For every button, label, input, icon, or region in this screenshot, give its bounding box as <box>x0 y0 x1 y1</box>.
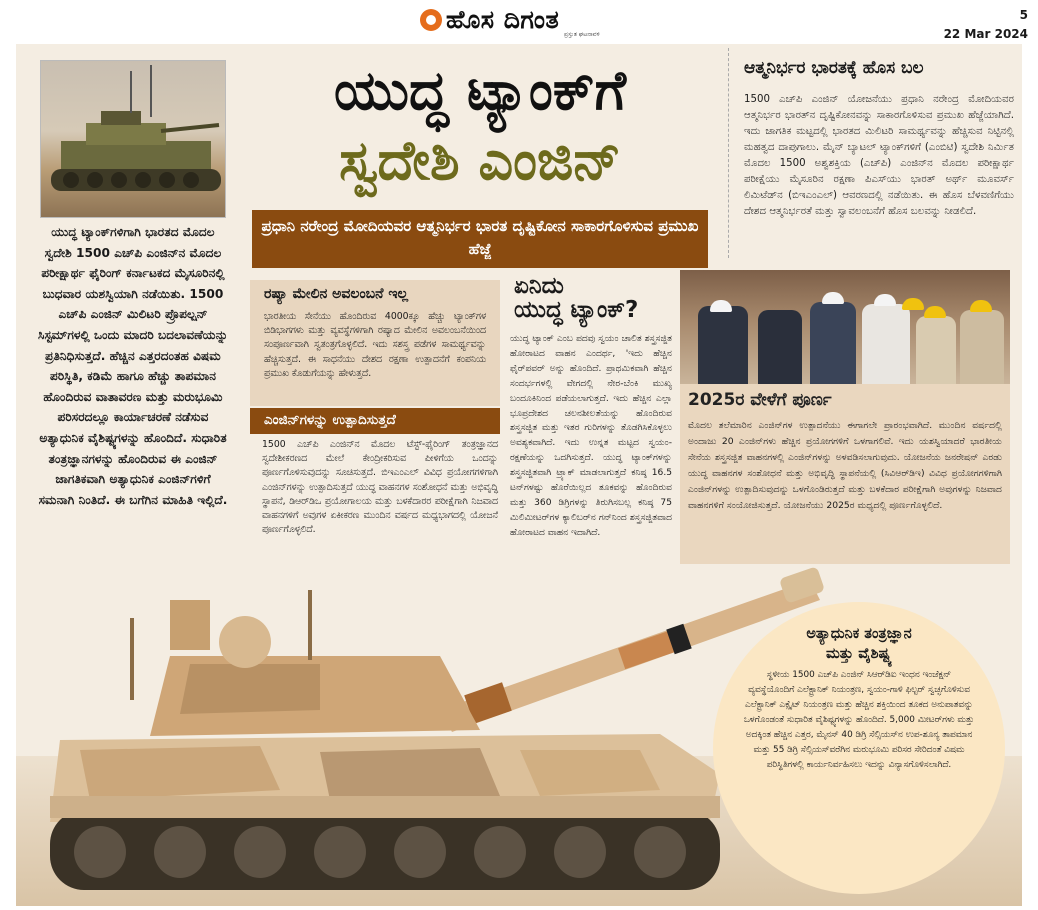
person-figure <box>916 316 956 384</box>
what-is-tank-heading-line-1: ಏನಿದು <box>514 273 564 299</box>
newspaper-tagline: ಪ್ರಸ್ತುತ ಘಟನಾವಳಿ <box>564 31 600 38</box>
person-figure <box>960 310 1004 384</box>
russia-dependence-box <box>250 280 500 406</box>
technology-features-heading-line-2: ಮತ್ತು ವೈಶಿಷ್ಟ್ಯ <box>825 646 893 662</box>
person-figure <box>810 302 856 384</box>
headline-line-2: ಸ್ವದೇಶಿ ಎಂಜಿನ್ <box>339 129 621 192</box>
russia-dependence-heading: ರಷ್ಯಾ ಮೇಲಿನ ಅವಲಂಬನೆ ಇಲ್ಲ <box>264 286 409 302</box>
helmet-icon <box>874 294 896 306</box>
technology-features-body: ಸ್ಥಳೀಯ 1500 ಎಚ್‌ಪಿ ಎಂಜಿನ್ ಸಿಆರ್‌ಡಿಐ ಇಂಧನ ಇಂಜೆಕ್ಷನ್ ವ್ಯವಸ್ಥೆಯೊಂದಿಗೆ ಎಲೆಕ್ಟ್ರಾನಿಕ್ ನಿಯಂತ್ರಣ, ಸ್ವಯಂ-ಗಾಳಿ ಫಿಲ್ಟರ್ ಸ್ವಚ್ಛಗೊಳಿಸುವ ಎಲೆಕ್ಟ್ರಾನಿಕ್ ಎಕ್ಸೈಟ್ ನಿಯಂತ್ರಣ ಮತ್ತು ಹೆಚ್ಚಿನ ಶಕ್ತಿಯಿಂದ ತೂಕದ ಅನುಪಾತವನ್ನು ಒಳಗೊಂಡಂತೆ ಸುಧಾರಿತ ವೈಶಿಷ್ಟ್ಯಗಳನ್ನು ಹೊಂದಿದೆ. 5,000 ಮೀಟರ್‌ಗಳು ಮತ್ತು ಅದಕ್ಕಿಂತ ಹೆಚ್ಚಿನ ಎತ್ತರ, ಮೈನಸ್ 40 ಡಿಗ್ರಿ ಸೆಲ್ಸಿಯಸ್‌ನ ಉಪ-ಶೂನ್ಯ ತಾಪಮಾನ ಮತ್ತು 55 ಡಿಗ್ರಿ ಸೆಲ್ಸಿಯಸ್‌ವರೆಗಿನ ಮರುಭೂಮಿ ಪರಿಸರ ಸೇರಿದಂತೆ ವಿಷಮ ಪರಿಸ್ಥಿತಿಗಳಲ್ಲಿ ಕಾರ್ಯನಿರ್ವಹಿಸಲು ಇದನ್ನು ವಿನ್ಯಾಸಗೊಳಿಸಲಾಗಿದೆ. <box>743 670 975 770</box>
headline-deck: ಪ್ರಧಾನಿ ನರೇಂದ್ರ ಮೋದಿಯವರ ಆತ್ಮನಿರ್ಭರ ಭಾರತ ದೃಷ್ಟಿಕೋನ ಸಾಕಾರಗೊಳಿಸುವ ಪ್ರಮುಖ ಹೆಜ್ಜೆ <box>252 210 708 268</box>
helmet-icon <box>902 298 924 310</box>
helmet-icon <box>924 306 946 318</box>
page-number: 5 <box>1019 8 1028 22</box>
column-divider <box>728 48 729 258</box>
helmet-icon <box>970 300 992 312</box>
technology-features-heading-line-1: ಅತ್ಯಾಧುನಿಕ ತಂತ್ರಜ್ಞಾನ <box>806 626 912 642</box>
what-is-tank-heading <box>514 274 678 322</box>
aatmanirbhar-heading: ಆತ್ಮನಿರ್ಭರ ಭಾರತಕ್ಕೆ ಹೊಸ ಬಲ <box>744 58 924 78</box>
technology-features-circle <box>713 602 1005 894</box>
logo-icon <box>420 9 442 31</box>
what-is-tank-heading-line-2: ಯುದ್ಧ ಟ್ಯಾಂಕ್? <box>514 297 639 323</box>
aatmanirbhar-body: 1500 ಎಚ್‌ಪಿ ಎಂಜಿನ್ ಯೋಜನೆಯು ಪ್ರಧಾನಿ ನರೇಂದ್ರ ಮೋದಿಯವರ ಆತ್ಮನಿರ್ಭರ ಭಾರತ್‌ನ ದೃಷ್ಟಿಕೋನವನ್ನು ಸಾಕಾರಗೊಳಿಸುವ ಪ್ರಮುಖ ಹೆಜ್ಜೆಯಾಗಿದೆ. ಇದು ಜಾಗತಿಕ ಮಟ್ಟದಲ್ಲಿ ಭಾರತದ ಮಿಲಿಟರಿ ಸಾಮರ್ಥ್ಯವನ್ನು ಹೆಚ್ಚಿಸುವ ನಿಟ್ಟಿನಲ್ಲಿ ಮಹತ್ವದ ದಾಪುಗಾಲು. ಮೈನ್ ಬ್ಯಾಟಲ್ ಟ್ಯಾಂಕ್‌ಗಳಿಗೆ (ಎಂಬಿಟಿ) ಸ್ವದೇಶಿ ನಿರ್ಮಿತ ಮೊದಲ 1500 ಅಶ್ವಶಕ್ತಿಯ (ಎಚ್‌ಪಿ) ಎಂಜಿನ್‌ನ ಮೊದಲ ಪರೀಕ್ಷಾರ್ಥ ಪರೀಕ್ಷೆಯು ಮೈಸೂರಿನ ರಕ್ಷಣಾ ಪಿಎಸ್‌ಯು ಭಾರತ್ ಅರ್ಥ್ ಮೂವರ್ಸ್ ಲಿಮಿಟೆಡ್‌ನ (ಬಿಇಎಂಎಲ್) ಆವರಣದಲ್ಲಿ ನಡೆಯಿತು. ಈ ಹೊಸ ಬೆಳವಣಿಗೆಯು ದೇಶದ ಆತ್ಮನಿರ್ಭರತೆ ಮತ್ತು ಸ್ವಾವಲಂಬನೆಗೆ ಹೊಸ ಬಲವನ್ನು ನೀಡಲಿದೆ. <box>744 94 1014 217</box>
headline-line-1: ಯುದ್ಧ ಟ್ಯಾಂಕ್‌ಗೆ <box>333 59 627 122</box>
engine-production-body: 1500 ಎಚ್‌ಪಿ ಎಂಜಿನ್‌ನ ಮೊದಲ ಟೆಸ್ಟ್-ಫೈರಿಂಗ್ ತಂತ್ರಜ್ಞಾನದ ಸ್ವದೇಶೀಕರಣದ ಮೇಲೆ ಕೇಂದ್ರೀಕರಿಸುವ ಪೀಳಿಗೆಯ ಒಂದನ್ನು ಪೂರ್ಣಗೊಳಿಸುವುದನ್ನು ಸೂಚಿಸುತ್ತದೆ. ಬಿಇಎಂಎಲ್ ವಿವಿಧ ಪ್ರಯೋಗಗಳಿಗಾಗಿ ಎಂಜಿನ್‌ಗಳನ್ನು ಉತ್ಪಾದಿಸುತ್ತದೆ ಯುದ್ಧ ವಾಹನಗಳ ಸಂಶೋಧನೆ ಮತ್ತು ಅಭಿವೃದ್ಧಿ ಸ್ಥಾಪನೆ, ಡಿಆರ್‌ಡಿಒ ಪ್ರಯೋಗಾಲಯ ಮತ್ತು ಬಳಕೆದಾರರ ಪರೀಕ್ಷೆಗಾಗಿ ನಿಜವಾದ ವಾಹನಗಳಿಗೆ ಅವುಗಳ ಏಕೀಕರಣ ಮುಂದಿನ ವರ್ಷದ ಮಧ್ಯಭಾಗದಲ್ಲಿ ಯೋಜನೆ ಪೂರ್ಣಗೊಳ್ಳಲಿದೆ. <box>262 439 498 536</box>
technology-features-heading <box>743 624 975 664</box>
tank-photo <box>40 60 226 218</box>
russia-dependence-body: ಭಾರತೀಯ ಸೇನೆಯು ಹೊಂದಿರುವ 4000ಕ್ಕೂ ಹೆಚ್ಚು ಟ್ಯಾಂಕ್‌ಗಳ ಬಿಡಿಭಾಗಗಳು ಮತ್ತು ವ್ಯವಸ್ಥೆಗಳಿಗಾಗಿ ರಷ್ಯಾದ ಮೇಲಿನ ಅವಲಂಬನೆಯಿಂದ ಸಂಪೂರ್ಣವಾಗಿ ಸ್ವತಂತ್ರಗೊಳ್ಳಲಿದೆ. ಇದು ಸಶಸ್ತ್ರ ಪಡೆಗಳ ಸಾಮರ್ಥ್ಯವನ್ನು ಹೆಚ್ಚಿಸುತ್ತದೆ. ಈ ಸಾಧನೆಯು ದೇಶದ ರಕ್ಷಣಾ ಉತ್ಪಾದನೆಗೆ ಕಂಪನಿಯ ಪ್ರಮುಖ ಕೊಡುಗೆಯನ್ನು ಹೇಳುತ್ತದೆ. <box>264 311 486 379</box>
what-is-tank-body: ಯುದ್ಧ ಟ್ಯಾಂಕ್ ಎಂಬ ಪದವು ಸ್ವಯಂ ಚಾಲಿತ ಶಸ್ತ್ರಸಜ್ಜಿತ ಹೋರಾಟದ ವಾಹನ ಎಂದರ್ಥ, 'ಇದು ಹೆಚ್ಚಿನ ಫೈರ್‌ಪವರ್ ಅನ್ನು ಹೊಂದಿದೆ. ಪ್ರಾಥಮಿಕವಾಗಿ ಹೆಚ್ಚಿನ ಸಂದರ್ಭಗಳಲ್ಲಿ ವೇಗದಲ್ಲಿ ನೇರ-ಬೆಂಕಿ ಮುಖ್ಯ ಬಂದೂಕಿನಿಂದ ಪಡೆಯಲಾಗುತ್ತದೆ. ಇದು ಹೆಚ್ಚಿನ ಎಲ್ಲಾ ಭೂಪ್ರದೇಶದ ಚಲನಶೀಲತೆಯನ್ನು ಹೊಂದಿರುವ ಶಸ್ತ್ರಸಜ್ಜಿತ ಮತ್ತು ಇತರ ಗುರಿಗಳನ್ನು ತೊಡಗಿಸಿಕೊಳ್ಳಲು ಅವಶ್ಯಕವಾಗಿದೆ. ಇದು ಉನ್ನತ ಮಟ್ಟದ ಸ್ವಯಂ-ರಕ್ಷಣೆಯನ್ನು ಒದಗಿಸುತ್ತದೆ. ಯುದ್ಧ ಟ್ಯಾಂಕ್‌ಗಳನ್ನು ಶಸ್ತ್ರಸಜ್ಜಿತವಾಗಿ ಟ್ರ್ಯಾಕ್ ಮಾಡಲಾಗುತ್ತದೆ ಕನಿಷ್ಠ 16.5 ಟನ್‌ಗಳಷ್ಟು ಹೊರೆಯಿಲ್ಲದ ತೂಕವನ್ನು ಹೊಂದಿರುವ ಮತ್ತು 360 ಡಿಗ್ರಿಗಳನ್ನು ತಿರುಗಿಸಬಲ್ಲ ಕನಿಷ್ಠ 75 ಮಿಲಿಮೀಟರ್‌ಗಳ ಕ್ಯಾಲಿಬರ್‌ನ ಗನ್‌ನಿಂದ ಶಸ್ತ್ರಸಜ್ಜಿತವಾದ ಹೋರಾಟದ ವಾಹನ ಇದಾಗಿದೆ. <box>510 334 672 538</box>
issue-date: 22 Mar 2024 <box>943 27 1028 41</box>
person-figure <box>862 304 910 384</box>
completion-2025-heading: 2025ರ ವೇಳೆಗೆ ಪೂರ್ಣ <box>688 390 832 410</box>
tank-photo-icon <box>41 61 226 218</box>
newspaper-name: ಹೊಸ ದಿಗಂತ <box>446 5 560 34</box>
officials-photo <box>680 270 1010 384</box>
lead-paragraph: ಯುದ್ಧ ಟ್ಯಾಂಕ್‌ಗಳಿಗಾಗಿ ಭಾರತದ ಮೊದಲ ಸ್ವದೇಶಿ 1500 ಎಚ್‌ಪಿ ಎಂಜಿನ್‌ನ ಮೊದಲ ಪರೀಕ್ಷಾರ್ಥ ಫೈರಿಂಗ್ ಕರ್ನಾಟಕದ ಮೈಸೂರಿನಲ್ಲಿ ಬುಧವಾರ ಯಶಸ್ವಿಯಾಗಿ ನಡೆಯಿತು. 1500 ಎಚ್‌ಪಿ ಎಂಜಿನ್ ಮಿಲಿಟರಿ ಪ್ರೊಪಲ್ಷನ್ ಸಿಸ್ಟಮ್‌ಗಳಲ್ಲಿ ಒಂದು ಮಾದರಿ ಬದಲಾವಣೆಯನ್ನು ಪ್ರತಿನಿಧಿಸುತ್ತದೆ. ಹೆಚ್ಚಿನ ಎತ್ತರದಂತಹ ವಿಷಮ ಪರಿಸ್ಥಿತಿ, ಕಡಿಮೆ ಹಾಗೂ ಹೆಚ್ಚು ತಾಪಮಾನ ಹೊಂದಿರುವ ವಾತಾವರಣ ಮತ್ತು ಮರುಭೂಮಿ ಪರಿಸರದಲ್ಲೂ ಕಾರ್ಯಾಚರಣೆ ನಡೆಸುವ ಅತ್ಯಾಧುನಿಕ ವೈಶಿಷ್ಟ್ಯಗಳನ್ನು ಹೊಂದಿದೆ. ಸುಧಾರಿತ ತಂತ್ರಜ್ಞಾನಗಳನ್ನು ಹೊಂದಿರುವ ಈ ಎಂಜಿನ್ ಜಾಗತಿಕವಾಗಿ ಅತ್ಯಾಧುನಿಕ ಎಂಜಿನ್‌ಗಳಿಗೆ ಸಮನಾಗಿ ನಿಂತಿದೆ. ಈ ಬಗೆಗಿನ ಮಾಹಿತಿ ಇಲ್ಲಿದೆ. <box>37 225 229 507</box>
helmet-icon <box>822 292 844 304</box>
completion-2025-box <box>680 384 1010 564</box>
engine-production-heading: ಎಂಜಿನ್‌ಗಳನ್ನು ಉತ್ಪಾದಿಸುತ್ತದೆ <box>250 408 500 434</box>
person-figure <box>698 306 748 384</box>
helmet-icon <box>710 300 732 312</box>
completion-2025-body: ಮೊದಲ ತಲೆಮಾರಿನ ಎಂಜಿನ್‌ಗಳ ಉತ್ಪಾದನೆಯು ಈಗಾಗಲೇ ಪ್ರಾರಂಭವಾಗಿದೆ. ಮುಂದಿನ ವರ್ಷದಲ್ಲಿ ಅಂದಾಜು 20 ಎಂಜಿನ್‌ಗಳು ಹೆಚ್ಚಿನ ಪ್ರಯೋಗಗಳಿಗೆ ಒಳಗಾಗಲಿವೆ. ಇದು ಯಶಸ್ವಿಯಾದರೆ ಭಾರತೀಯ ಸೇನೆಯ ಶಸ್ತ್ರಸಜ್ಜಿತ ವಾಹನಗಳಲ್ಲಿ ಎಂಜಿನ್‌ಗಳನ್ನು ಅಳವಡಿಸಲಾಗುವುದು. ಯೋಜನೆಯ ಜನರೇಷನ್ ಎರಡು ಯುದ್ಧ ವಾಹನಗಳ ಸಂಶೋಧನೆ ಮತ್ತು ಅಭಿವೃದ್ಧಿ ಸ್ಥಾಪನೆಯಲ್ಲಿ (ಸಿವಿಆರ್‌ಡಿಇ) ವಿವಿಧ ಪ್ರಯೋಗಗಳಿಗಾಗಿ ಎಂಜಿನ್‌ಗಳನ್ನು ಉತ್ಪಾದಿಸುವುದನ್ನು ಒಳಗೊಂಡಿರುತ್ತದೆ ಮತ್ತು ಬಳಕೆದಾರ ಪರೀಕ್ಷೆಗಾಗಿ ಅವುಗಳನ್ನು ನಿಜವಾದ ವಾಹನಗಳಿಗೆ ಸಂಯೋಜಿಸುತ್ತದೆ. ಯೋಜನೆಯು 2025ರ ಮಧ್ಯದಲ್ಲಿ ಪೂರ್ಣಗೊಳ್ಳಲಿದೆ. <box>688 420 1002 511</box>
person-figure <box>758 310 802 384</box>
